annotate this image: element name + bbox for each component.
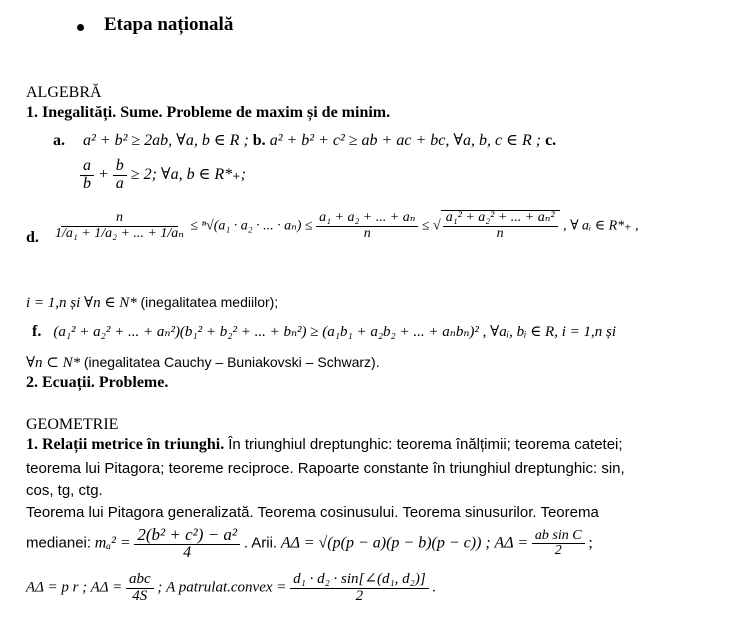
algebra-section-title: ALGEBRĂ <box>26 84 102 101</box>
median-lhs: mₐ² = <box>94 534 131 552</box>
item-title: Inegalități. Sume. Probleme de maxim și de minim. <box>42 104 391 121</box>
formula-f-note: (inegalitatea Cauchy – Buniakovski – Schwarz). <box>83 354 380 370</box>
formula-d: $\frac{n}{\text{1/a₁ + 1/a₂ + ... + 1/aₙ}}$ ≤ ⁿ√(a₁ · a₂ · ... · aₙ) ≤ $\frac{\text{a₁ + a₂ + ... + aₙ}}{n}$ ≤ √ $\frac{\text{a₁² + a₂² + ... + aₙ²}}{n}$ , ∀ aᵢ ∈ R*₊ , <box>52 210 639 241</box>
formula-d-note: (inegalitatea mediilor); <box>140 294 279 310</box>
area-quad-lhs: A patrulat.convex = <box>166 579 287 596</box>
item-number: 1. <box>26 104 38 121</box>
geometry-section-title: GEOMETRIE <box>26 416 119 433</box>
formula-d-tail: , ∀ aᵢ ∈ R*₊ , <box>563 218 639 234</box>
algebra-item1-heading <box>26 104 390 122</box>
label-b: b. <box>252 132 266 149</box>
algebra-item2-heading <box>26 374 168 392</box>
item-number: 2. <box>26 374 38 391</box>
label-f: f. <box>32 323 42 340</box>
geometry-text: teorema lui Pitagora; teoreme reciproce. Rapoarte constante în triunghiul dreptunghic: sin, <box>26 460 625 477</box>
formula-c-tail: ≥ 2; ∀a, b ∈ R*₊; <box>130 165 246 183</box>
heron-formula: AΔ = √(p(p − a)(p − b)(p − c)) ; <box>280 534 491 552</box>
formula-median-area: medianei: mₐ² = $\frac{\text{2(b² + c²) − a²}}{4}$ . Arii. AΔ = √(p(p − a)(p − b)(p − c)) ; AΔ = $\frac{\text{ab sin C}}{2}$ ; <box>26 525 593 561</box>
quadratic-mean: $\frac{\text{a₁² + a₂² + ... + aₙ²}}{n}$ <box>443 211 558 241</box>
median-fraction: $\frac{\text{2(b² + c²) − a²}}{4}$ <box>134 526 240 562</box>
fraction: $\frac{a}{b}$ <box>80 158 94 193</box>
area-pr: AΔ = p r ; <box>26 579 88 596</box>
formula-f <box>32 322 616 341</box>
item-number: 1. <box>26 436 38 453</box>
median-label: medianei: <box>26 534 92 552</box>
harmonic-mean: $\frac{n}{\text{1/a₁ + 1/a₂ + ... + 1/aₙ}}$ <box>55 210 184 241</box>
formula-c: $\frac{a}{b}$ + $\frac{b}{a}$ ≥ 2; ∀a, b ∈ R*₊; <box>80 158 246 193</box>
area-quad-fraction: $\frac{\text{d₁ · d₂ · sin[∠(d₁, d₂)]}}{2}$ <box>290 572 429 605</box>
label-c: c. <box>545 132 557 149</box>
item-title: Ecuații. Probleme. <box>42 374 169 391</box>
arithmetic-mean: $\frac{\text{a₁ + a₂ + ... + aₙ}}{n}$ <box>316 211 418 241</box>
formula-a-b <box>53 130 556 150</box>
geometric-mean: ⁿ√(a₁ · a₂ · ... · aₙ) <box>201 218 302 234</box>
geometry-text: cos, tg, ctg. <box>26 482 103 499</box>
formula-f-line2 <box>26 353 380 372</box>
formula-d-index: i = 1,n și ∀n ∈ N* <box>26 295 137 311</box>
label-d: d. <box>26 229 39 246</box>
formula-f-expr: (a₁² + a₂² + ... + aₙ²)(b₁² + b₂² + ... + bₙ²) ≥ (a₁b₁ + a₂b₂ + ... + aₙbₙ)² , ∀aᵢ, bᵢ ∈ R, i = 1,n și <box>53 324 617 340</box>
bullet-icon <box>77 24 84 31</box>
geometry-text: Teorema lui Pitagora generalizată. Teorema cosinusului. Teorema sinusurilor. Teorema <box>26 504 599 521</box>
formula-d-line2 <box>26 293 278 312</box>
formula-f-index: ∀n ⊂ N* <box>26 355 81 371</box>
area-abc-lhs: AΔ = <box>90 579 123 596</box>
area-sin-lhs: AΔ = <box>494 534 529 552</box>
area-sin-fraction: $\frac{\text{ab sin C}}{2}$ <box>532 529 585 559</box>
label-a: a. <box>53 132 65 149</box>
page-title: Etapa națională <box>104 14 234 35</box>
area-label: . Arii. <box>243 534 278 552</box>
formula-area-last: AΔ = p r ; AΔ = $\frac{\text{abc}}{4S}$ ; A patrulat.convex = $\frac{\text{d₁ · d₂ · sin[∠(d₁, d₂)]}}{2}$ . <box>26 571 437 604</box>
geometry-text: În triunghiul dreptunghic: teorema înălțimii; teorema catetei; <box>228 436 623 453</box>
formula-b: a² + b² + c² ≥ ab + ac + bc, ∀a, b, c ∈ R ; <box>269 132 542 149</box>
geometry-item1-line1 <box>26 436 623 454</box>
area-abc-fraction: $\frac{\text{abc}}{4S}$ <box>126 572 154 605</box>
fraction: $\frac{b}{a}$ <box>113 158 127 193</box>
item-title: Relații metrice în triunghi. <box>42 436 225 453</box>
formula-a: a² + b² ≥ 2ab, ∀a, b ∈ R ; <box>83 132 249 149</box>
